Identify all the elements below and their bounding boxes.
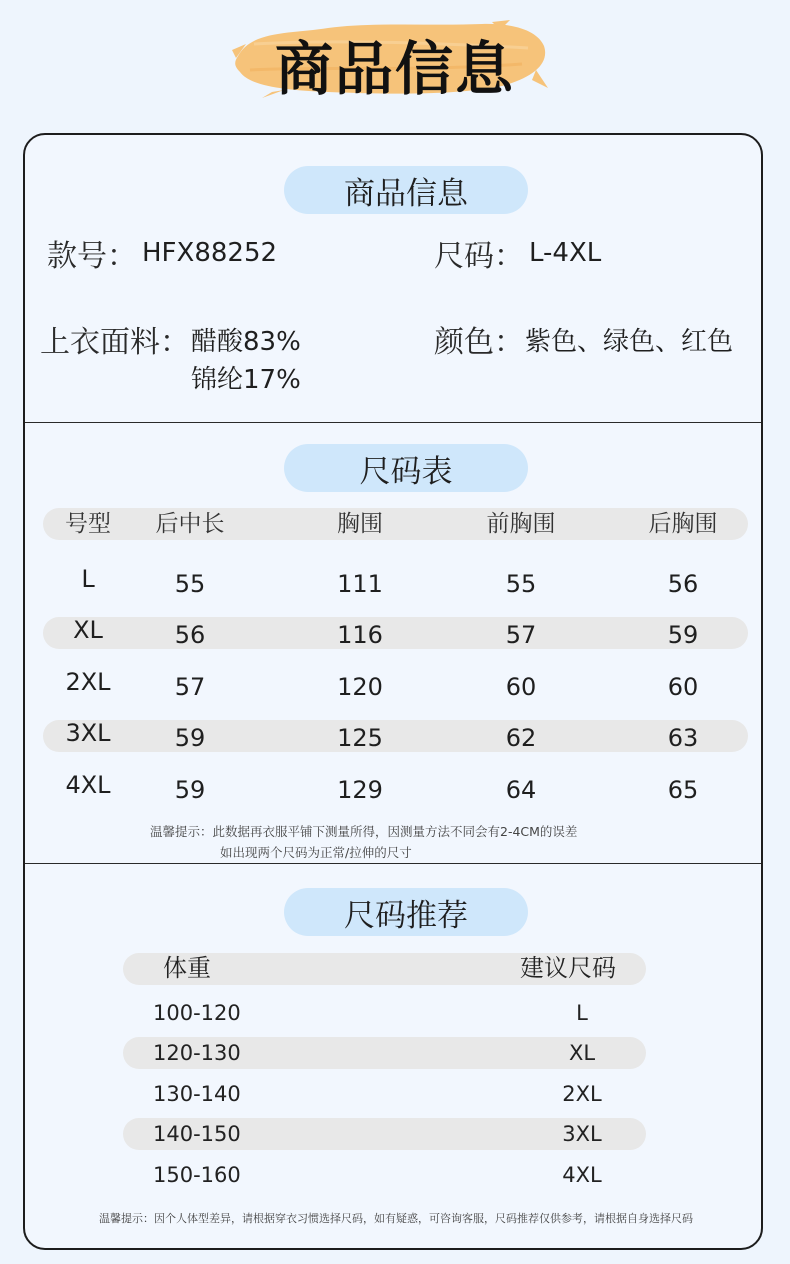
fabric-label: 上衣面料： — [40, 325, 190, 360]
size-table-cell: XL — [73, 616, 103, 644]
section-title-product-info: 商品信息 — [284, 166, 528, 214]
recommend-weight-cell: 140-150 — [153, 1122, 241, 1146]
size-table-cell: 55 — [505, 570, 537, 598]
size-table-header-cell: 胸围 — [337, 511, 383, 537]
size-table-cell: L — [81, 565, 95, 593]
section-title-size-recommend: 尺码推荐 — [284, 888, 528, 936]
size-table-cell: 55 — [174, 570, 206, 598]
size-table-cell: 62 — [505, 724, 537, 752]
size-table-cell: 57 — [174, 673, 206, 701]
recommend-header-weight: 体重 — [163, 954, 211, 982]
section-title-size-chart: 尺码表 — [284, 444, 528, 492]
color-label: 颜色： — [434, 325, 524, 360]
recommend-size-cell: 2XL — [562, 1082, 602, 1106]
size-table-cell: 59 — [174, 776, 206, 804]
size-table-cell: 116 — [337, 621, 383, 649]
recommend-weight-cell: 120-130 — [153, 1041, 241, 1065]
size-table-cell: 3XL — [65, 719, 111, 747]
size-table-cell: 2XL — [65, 668, 111, 696]
fabric-line-1: 醋酸83% — [191, 327, 301, 357]
recommend-size-cell: XL — [568, 1041, 596, 1065]
recommend-weight-cell: 150-160 — [153, 1163, 241, 1187]
section-divider-2 — [25, 863, 761, 864]
page-title: 商品信息 — [274, 35, 515, 103]
size-table-cell: 60 — [667, 673, 699, 701]
size-table-cell: 129 — [337, 776, 383, 804]
style-no-label: 款号： — [47, 239, 137, 274]
recommend-size-cell: L — [576, 1001, 588, 1025]
size-chart-note-line-2: 如出现两个尺码为正常/拉伸的尺寸 — [220, 845, 412, 860]
size-table-header-cell: 号型 — [65, 511, 111, 537]
product-info-card — [23, 133, 763, 1250]
size-table-cell: 56 — [667, 570, 699, 598]
size-value: L-4XL — [529, 238, 602, 268]
section-divider-1 — [25, 422, 761, 423]
recommend-weight-cell: 100-120 — [153, 1001, 241, 1025]
size-table-cell: 125 — [337, 724, 383, 752]
size-table-cell: 56 — [174, 621, 206, 649]
size-table-cell: 59 — [667, 621, 699, 649]
recommend-size-cell: 4XL — [562, 1163, 602, 1187]
recommend-weight-cell: 130-140 — [153, 1082, 241, 1106]
size-table-header-cell: 后胸围 — [648, 511, 718, 537]
fabric-line-2: 锦纶17% — [191, 365, 301, 395]
size-table-cell: 65 — [667, 776, 699, 804]
style-no-value: HFX88252 — [142, 238, 278, 268]
size-table-cell: 120 — [337, 673, 383, 701]
size-label: 尺码： — [434, 239, 524, 274]
recommend-size-cell: 3XL — [562, 1122, 602, 1146]
size-chart-note-line-1: 温馨提示：此数据再衣服平铺下测量所得，因测量方法不同会有2-4CM的误差 — [150, 824, 578, 839]
size-table-header-cell: 后中长 — [155, 511, 225, 537]
recommend-note: 温馨提示：因个人体型差异，请根据穿衣习惯选择尺码，如有疑惑，可咨询客服，尺码推荐仅供参考，请根据自身选择尺码 — [99, 1212, 693, 1225]
size-table-cell: 63 — [667, 724, 699, 752]
size-table-cell: 57 — [505, 621, 537, 649]
recommend-header-size: 建议尺码 — [520, 954, 616, 982]
size-table-cell: 60 — [505, 673, 537, 701]
size-table-cell: 59 — [174, 724, 206, 752]
page-banner — [0, 18, 790, 108]
color-value: 紫色、绿色、红色 — [525, 327, 734, 357]
size-table-header-cell: 前胸围 — [486, 511, 556, 537]
size-table-cell: 64 — [505, 776, 537, 804]
size-table-cell: 111 — [337, 570, 383, 598]
size-table-cell: 4XL — [65, 771, 111, 799]
